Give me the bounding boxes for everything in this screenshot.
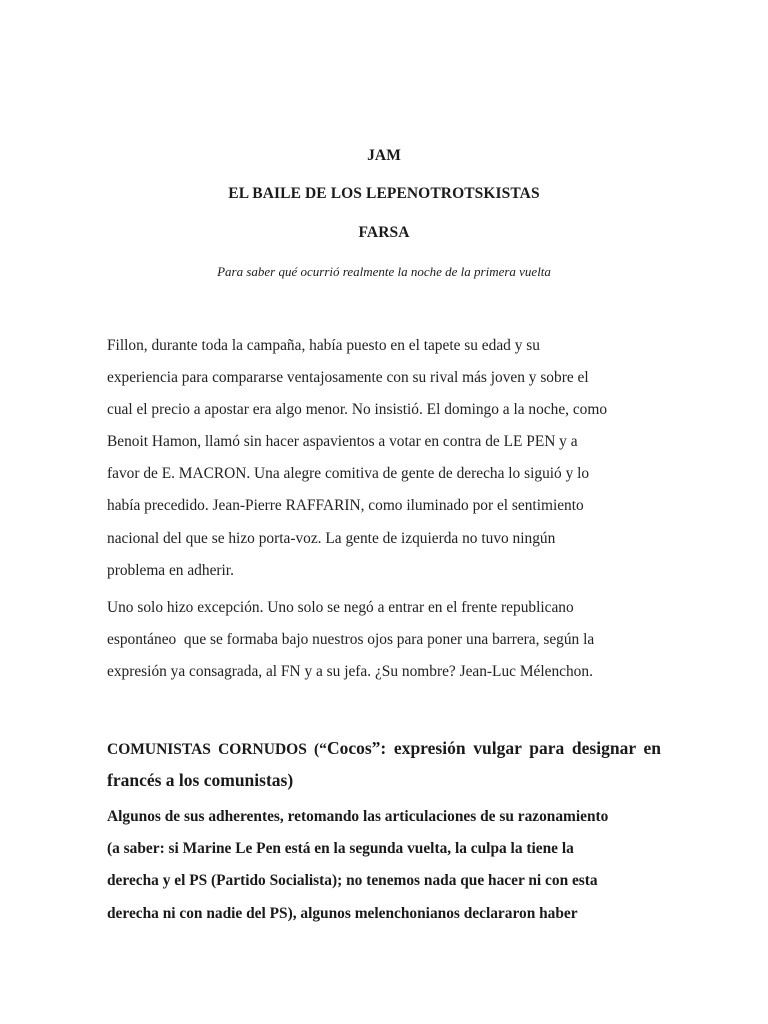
paragraph-melenchon [107,592,663,688]
paragraph-adherentes [107,801,663,930]
paragraph-line: Fillon, durante toda la campaña, había puesto en el tapete su edad y su [107,337,540,354]
paragraph-line: había precedido. Jean-Pierre RAFFARIN, como iluminado por el sentimiento [107,497,584,515]
doc-title: EL BAILE DE LOS LEPENOTROTSKISTAS [228,185,540,202]
paragraph-line: (a saber: si Marine Le Pen está en la segunda vuelta, la culpa la tiene la [107,840,574,858]
doc-genre: FARSA [358,224,410,241]
heading-part-one: COMUNISTAS CORNUDOS (“ [107,741,327,758]
paragraph-line: favor de E. MACRON. Una alegre comitiva de gente de derecha lo siguió y lo [107,465,590,483]
paragraph-line: cual el precio a apostar era algo menor. No insistió. El domingo a la noche, como [107,401,608,419]
doc-subtitle: Para saber qué ocurrió realmente la noche de la primera vuelta [217,264,551,279]
doc-author: JAM [367,147,401,164]
paragraph-line: espontáneo que se formaba bajo nuestros ojos para poner una barrera, según la [107,631,595,649]
paragraph-line: Algunos de sus adherentes, retomando las articulaciones de su razonamiento [107,808,609,825]
paragraph-line: derecha y el PS (Partido Socialista); no tenemos nada que hacer ni con esta [107,872,598,890]
paragraph-line: experiencia para compararse ventajosamente con su rival más joven y sobre el [107,369,589,387]
paragraph-fillon [107,330,663,587]
paragraph-line: nacional del que se hizo porta-voz. La gente de izquierda no tuvo ningún [107,529,556,547]
paragraph-line: expresión ya consagrada, al FN y a su jefa. ¿Su nombre? Jean-Luc Mélenchon. [107,663,593,681]
paragraph-line: problema en adherir. [107,561,234,579]
section-heading [107,733,661,797]
paragraph-line: derecha ni con nadie del PS), algunos melenchonianos declararon haber [107,904,578,922]
paragraph-line: Benoit Hamon, llamó sin hacer aspavientos a votar en contra de LE PEN y a [107,433,578,451]
paragraph-line: Uno solo hizo excepción. Uno solo se negó a entrar en el frente republicano [107,599,574,616]
heading-part-two: Cocos”: expresión vulgar para designar en francés a los comunistas) [107,738,661,790]
